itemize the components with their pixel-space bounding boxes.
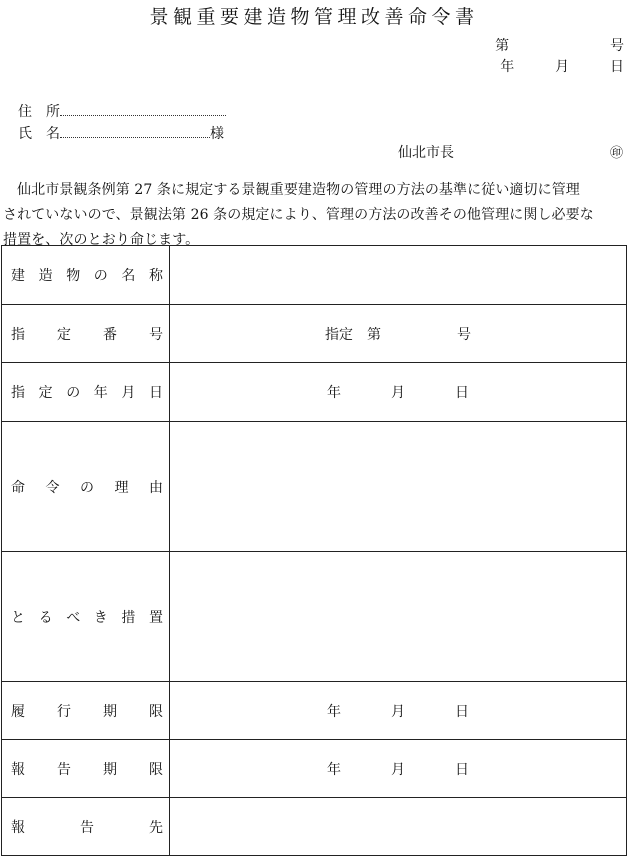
seal-icon: ㊞ — [610, 146, 624, 161]
date-year: 年 — [500, 59, 515, 75]
address-label: 住 所 — [18, 104, 60, 120]
number-prefix: 第 — [495, 38, 510, 54]
value-report-deadline[interactable] — [170, 740, 627, 798]
name-row — [18, 123, 224, 143]
value-required-measures[interactable] — [170, 552, 627, 682]
label-report-deadline: 報告期限 — [2, 740, 170, 798]
month-label: 月 — [391, 385, 405, 401]
table-row — [2, 363, 627, 422]
value-order-reason[interactable] — [170, 422, 627, 552]
address-row — [18, 101, 226, 121]
day-label: 日 — [455, 385, 469, 401]
label-designation-date: 指定の年月日 — [2, 363, 170, 422]
year-label: 年 — [327, 761, 341, 778]
issuer-name: 仙北市長 — [398, 145, 454, 161]
table-row — [2, 798, 627, 856]
label-required-measures: とるべき措置 — [2, 552, 170, 682]
date-day: 日 — [610, 59, 624, 75]
month-label: 月 — [391, 761, 405, 778]
document-title: 景観重要建造物管理改善命令書 — [149, 6, 479, 28]
label-report-to: 報告先 — [2, 798, 170, 856]
year-label: 年 — [327, 703, 341, 720]
table-row — [2, 246, 627, 305]
name-label: 氏 名 — [18, 126, 60, 142]
label-order-reason: 命令の理由 — [2, 422, 170, 552]
body-line: 仙北市景観条例第 27 条に規定する景観重要建造物の管理の方法の基準に従い適切に管理 — [17, 182, 580, 198]
value-building-name[interactable] — [170, 246, 627, 305]
table-row — [2, 740, 627, 798]
value-designation-number[interactable] — [170, 305, 627, 363]
label-compliance-deadline: 履行期限 — [2, 682, 170, 740]
number-suffix: 号 — [610, 38, 624, 54]
document-number-line — [495, 35, 624, 55]
honorific: 様 — [210, 126, 224, 142]
day-label: 日 — [455, 761, 469, 778]
address-field[interactable] — [60, 101, 226, 116]
value-report-to[interactable] — [170, 798, 627, 856]
year-label: 年 — [327, 385, 341, 401]
date-month: 月 — [555, 59, 570, 75]
table-row — [2, 305, 627, 363]
table-row — [2, 422, 627, 552]
body-line: されていないので、景観法第 26 条の規定により、管理の方法の改善その他管理に関し必要な — [3, 207, 594, 223]
body-line: 措置を、次のとおり命じます。 — [3, 232, 200, 248]
table-row — [2, 552, 627, 682]
table-row — [2, 682, 627, 740]
label-building-name: 建造物の名称 — [2, 246, 170, 305]
document-date-line — [500, 56, 624, 76]
day-label: 日 — [455, 703, 469, 720]
order-form-table — [1, 245, 627, 856]
month-label: 月 — [391, 703, 405, 720]
value-compliance-deadline[interactable] — [170, 682, 627, 740]
designation-suffix: 号 — [457, 326, 471, 343]
name-field[interactable] — [60, 123, 210, 138]
value-designation-date[interactable] — [170, 363, 627, 422]
body-text — [3, 178, 627, 253]
label-designation-number: 指定番号 — [2, 305, 170, 363]
designation-prefix: 指定 第 — [325, 326, 381, 343]
